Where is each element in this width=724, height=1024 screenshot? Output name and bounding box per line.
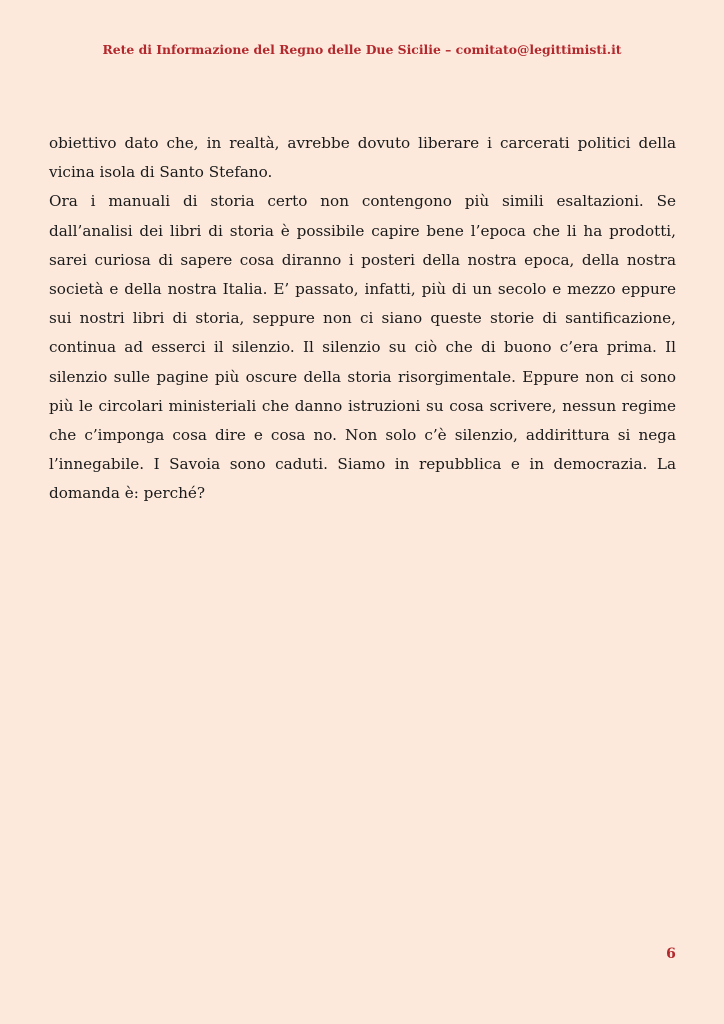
body-text xyxy=(49,129,676,509)
page-header: Rete di Informazione del Regno delle Due Sicilie – comitato@legittimisti.it xyxy=(102,42,622,57)
paragraph: Ora i manuali di storia certo non contengono più simili esaltazioni. Se dall’analisi dei libri di storia è possibile capire bene l’epoca che li ha prodotti, sarei curiosa di sapere cosa diranno i posteri della nostra epoca, della nostra società e della nostra Italia. E’ passato, infatti, più di un secolo e mezzo eppure sui nostri libri di storia, seppure non ci siano queste storie di santificazione, continua ad esserci il silenzio. Il silenzio su ciò che di buono c’era prima. Il silenzio sulle pagine più oscure della storia risorgimentale. Eppure non ci sono più le circolari ministeriali che danno istruzioni su cosa scrivere, nessun regime che c’imponga cosa dire e cosa no. Non solo c’è silenzio, addirittura si nega l’innegabile. I Savoia sono caduti. Siamo in repubblica e in democrazia. La domanda è: perché? xyxy=(49,192,676,503)
paragraph: obiettivo dato che, in realtà, avrebbe dovuto liberare i carcerati politici della vicina isola di Santo Stefano. xyxy=(49,134,676,182)
page-number: 6 xyxy=(666,946,676,962)
